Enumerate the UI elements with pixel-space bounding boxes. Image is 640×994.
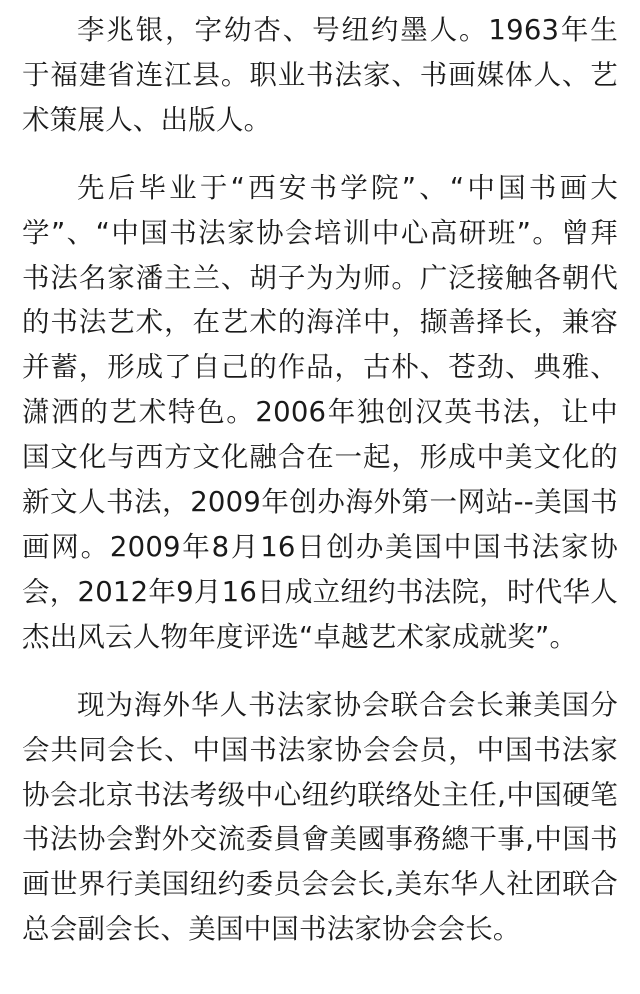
article-body [22,8,618,952]
paragraph-current-positions: 现为海外华人书法家协会联合会长兼美国分会共同会长、中国书法家协会会员，中国书法家协会北京书法考级中心纽约联络处主任,中国硬笔书法协会對外交流委員會美國事務總干事,中国书画世界行美国纽约委员会会长,美东华人社团联合总会副会长、美国中国书法家协会会长。 [22,688,618,946]
paragraph-biography-intro: 李兆银，字幼杏、号纽约墨人。1963年生于福建省连江县。职业书法家、书画媒体人、艺术策展人、出版人。 [22,14,618,136]
paragraph-education-career: 先后毕业于“西安书学院”、“中国书画大学”、“中国书法家协会培训中心高研班”。曾拜书法名家潘主兰、胡子为为师。广泛接触各朝代的书法艺术，在艺术的海洋中，撷善择长，兼容并蓄，形成了自己的作品，古朴、苍劲、典雅、潇洒的艺术特色。2006年独创汉英书法，让中国文化与西方文化融合在一起，形成中美文化的新文人书法，2009年创办海外第一网站--美国书画网。2009年8月16日创办美国中国书法家协会，2012年9月16日成立纽约书法院，时代华人杰出风云人物年度评选“卓越艺术家成就奖”。 [22,171,618,653]
